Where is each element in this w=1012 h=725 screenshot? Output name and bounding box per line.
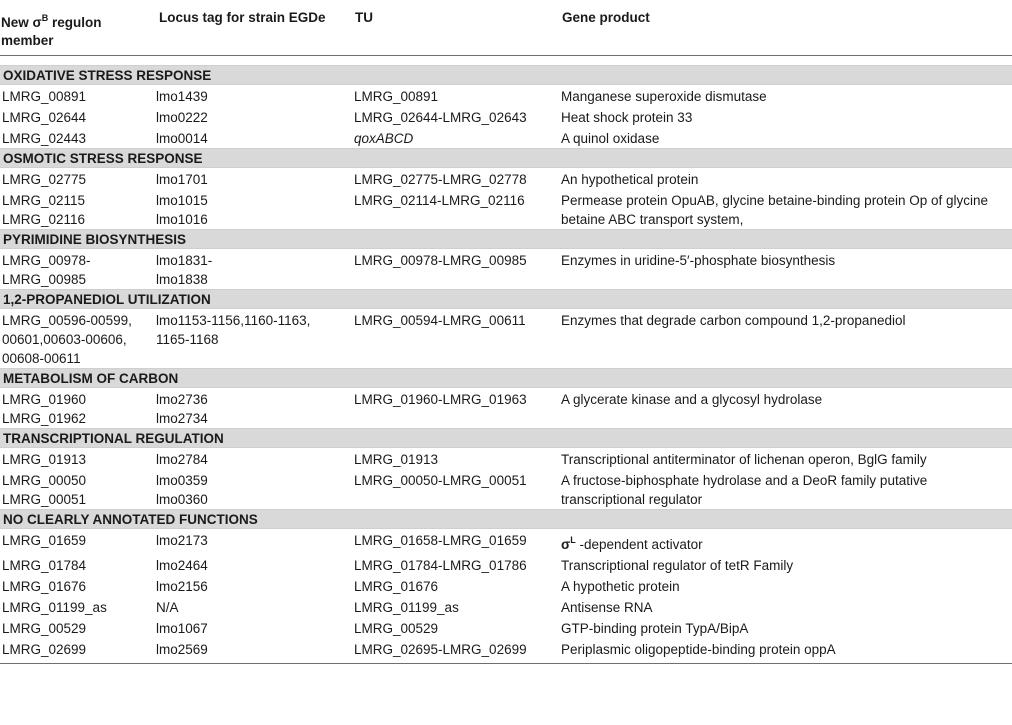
cell-locus-tag: lmo1439	[156, 89, 208, 104]
cell-regulon-member: LMRG_00891	[2, 89, 87, 104]
cell-tu: LMRG_02644-LMRG_02643	[354, 110, 527, 125]
cell-regulon-member: LMRG_01913	[2, 452, 87, 467]
cell-locus-tag: lmo2464	[156, 558, 208, 573]
header-locus-tag: Locus tag for strain EGDe	[159, 10, 326, 25]
cell-gene-product: An hypothetical protein	[561, 172, 699, 187]
cell-regulon-member: LMRG_02775	[2, 172, 87, 187]
cell-regulon-member: LMRG_02699	[2, 642, 87, 657]
header-tu: TU	[355, 10, 373, 25]
cell-gene-product	[559, 531, 1012, 554]
section-heading: TRANSCRIPTIONAL REGULATION	[0, 428, 1012, 448]
cell-locus-tag: lmo2156	[156, 579, 208, 594]
section-heading: OXIDATIVE STRESS RESPONSE	[0, 65, 1012, 85]
cell-regulon-member: LMRG_01784	[2, 558, 87, 573]
cell-regulon-member: LMRG_01960 LMRG_01962	[2, 392, 87, 426]
cell-regulon-member: LMRG_00529	[2, 621, 87, 636]
table-row	[0, 448, 1012, 469]
table-row	[0, 575, 1012, 596]
cell-gene-product: A hypothetic protein	[561, 579, 680, 594]
section-heading: 1,2-PROPANEDIOL UTILIZATION	[0, 289, 1012, 309]
cell-regulon-member: LMRG_02644	[2, 110, 87, 125]
cell-gene-product: Permease protein OpuAB, glycine betaine-binding protein Op of glycine betaine ABC transport system,	[561, 193, 989, 227]
cell-regulon-member: LMRG_00596-00599, 00601,00603-00606, 00608-00611	[2, 313, 132, 366]
cell-gene-product: Periplasmic oligopeptide-binding protein oppA	[561, 642, 836, 657]
cell-gene-product: A glycerate kinase and a glycosyl hydrolase	[561, 392, 823, 407]
cell-regulon-member: LMRG_01676	[2, 579, 87, 594]
cell-tu: LMRG_02775-LMRG_02778	[354, 172, 527, 187]
cell-tu: LMRG_00594-LMRG_00611	[354, 313, 526, 328]
table-row	[0, 596, 1012, 617]
cell-locus-tag: N/A	[156, 600, 179, 615]
table-row	[0, 249, 1012, 289]
cell-locus-tag: lmo2784	[156, 452, 208, 467]
cell-tu: LMRG_02114-LMRG_02116	[354, 193, 525, 208]
table-row	[0, 189, 1012, 229]
cell-regulon-member: LMRG_00978- LMRG_00985	[2, 253, 91, 287]
table-row	[0, 127, 1012, 148]
cell-regulon-member: LMRG_01199_as	[2, 600, 107, 615]
table-row	[0, 85, 1012, 106]
cell-tu: qoxABCD	[354, 131, 414, 146]
cell-gene-product: Transcriptional antiterminator of lichenan operon, BglG family	[561, 452, 927, 467]
cell-tu: LMRG_02695-LMRG_02699	[354, 642, 527, 657]
cell-gene-product: A quinol oxidase	[561, 131, 660, 146]
sigma-symbol: σ	[561, 537, 571, 552]
cell-tu: LMRG_01676	[354, 579, 439, 594]
cell-tu: LMRG_01199_as	[354, 600, 459, 615]
cell-regulon-member: LMRG_01659	[2, 533, 87, 548]
cell-locus-tag: lmo0014	[156, 131, 208, 146]
cell-locus-tag: lmo1153-1156,1160-1163, 1165-1168	[156, 313, 311, 347]
cell-tu: LMRG_00891	[354, 89, 439, 104]
cell-tu: LMRG_01913	[354, 452, 439, 467]
cell-locus-tag: lmo0359 lmo0360	[156, 473, 208, 507]
table-row	[0, 529, 1012, 554]
cell-locus-tag: lmo1831- lmo1838	[156, 253, 213, 287]
header-gap	[0, 56, 1012, 65]
cell-regulon-member: LMRG_02443	[2, 131, 87, 146]
table-row	[0, 388, 1012, 428]
cell-locus-tag: lmo2736 lmo2734	[156, 392, 208, 426]
cell-locus-tag: lmo1701	[156, 172, 208, 187]
section-heading: PYRIMIDINE BIOSYNTHESIS	[0, 229, 1012, 249]
cell-tu: LMRG_01658-LMRG_01659	[354, 533, 527, 548]
cell-locus-tag: lmo1067	[156, 621, 208, 636]
cell-tu: LMRG_01784-LMRG_01786	[354, 558, 527, 573]
table-body	[0, 65, 1012, 659]
cell-regulon-member: LMRG_00050 LMRG_00051	[2, 473, 87, 507]
header-gene-product: Gene product	[562, 10, 650, 25]
cell-gene-product: GTP-binding protein TypA/BipA	[561, 621, 749, 636]
cell-locus-tag: lmo0222	[156, 110, 208, 125]
section-heading: METABOLISM OF CARBON	[0, 368, 1012, 388]
table-row	[0, 554, 1012, 575]
cell-gene-product: A fructose-biphosphate hydrolase and a DeoR family putative transcriptional regulator	[561, 473, 928, 507]
cell-gene-product: Enzymes that degrade carbon compound 1,2-propanediol	[561, 313, 906, 328]
table-row	[0, 309, 1012, 368]
cell-gene-product: Heat shock protein 33	[561, 110, 693, 125]
cell-locus-tag: lmo2173	[156, 533, 208, 548]
header-regulon-member	[0, 0, 156, 55]
table-row	[0, 469, 1012, 509]
section-heading: NO CLEARLY ANNOTATED FUNCTIONS	[0, 509, 1012, 529]
cell-regulon-member: LMRG_02115 LMRG_02116	[2, 193, 86, 227]
cell-tu: LMRG_01960-LMRG_01963	[354, 392, 527, 407]
cell-tu: LMRG_00529	[354, 621, 439, 636]
cell-gene-product: Manganese superoxide dismutase	[561, 89, 767, 104]
header-member-suffix: regulon member	[1, 15, 102, 48]
section-heading: OSMOTIC STRESS RESPONSE	[0, 148, 1012, 168]
table-row	[0, 168, 1012, 189]
cell-gene-product: Transcriptional regulator of tetR Family	[561, 558, 794, 573]
cell-tu: LMRG_00050-LMRG_00051	[354, 473, 527, 488]
cell-gene-product: Antisense RNA	[561, 600, 653, 615]
table-row	[0, 638, 1012, 659]
table-row	[0, 617, 1012, 638]
cell-locus-tag: lmo1015 lmo1016	[156, 193, 208, 227]
gene-product-text: -dependent activator	[575, 537, 703, 552]
cell-gene-product: Enzymes in uridine-5′-phosphate biosynthesis	[561, 253, 836, 268]
table-row	[0, 106, 1012, 127]
cell-tu: LMRG_00978-LMRG_00985	[354, 253, 527, 268]
cell-locus-tag: lmo2569	[156, 642, 208, 657]
header-member-prefix: New σ	[1, 15, 42, 30]
sigma-superscript: L	[570, 535, 576, 545]
table-header	[0, 0, 1012, 56]
header-member-sup: B	[41, 13, 49, 23]
bottom-rule	[0, 663, 1012, 664]
